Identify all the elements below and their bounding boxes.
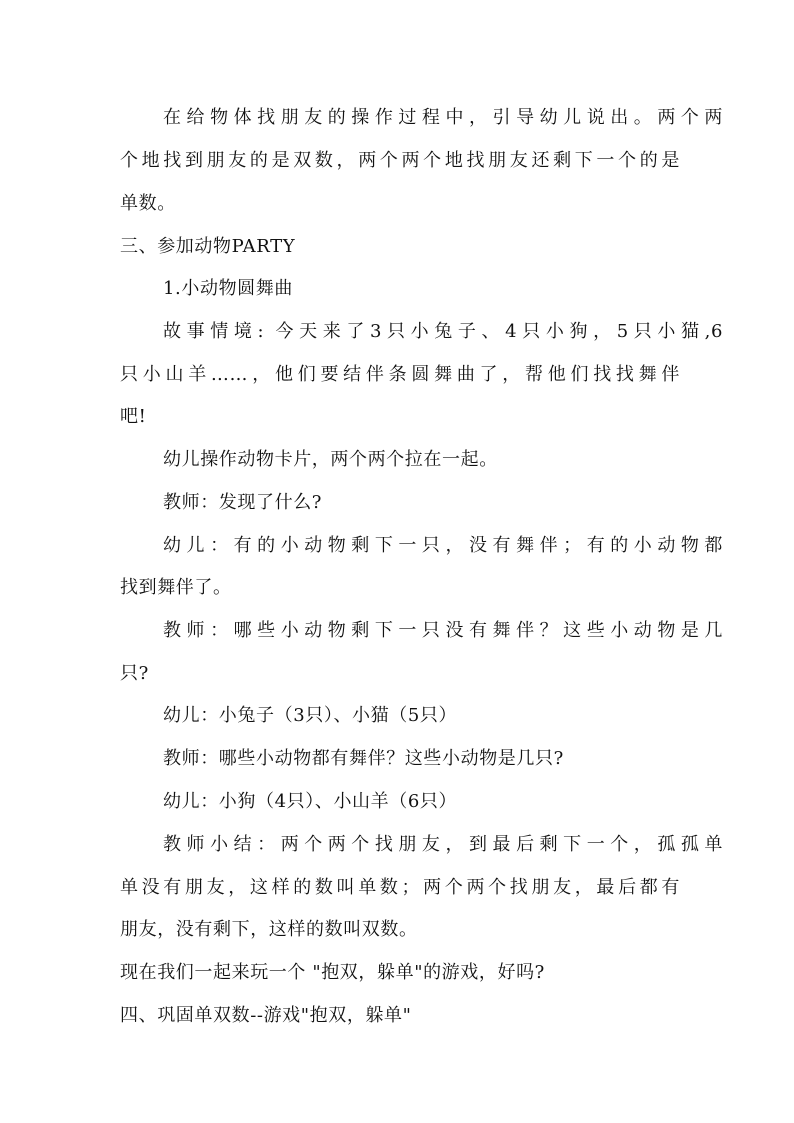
paragraph-line: 只小山羊……，他们要结伴条圆舞曲了，帮他们找找舞伴 — [120, 364, 680, 385]
paragraph-line: 幼儿操作动物卡片，两个两个拉在一起。 — [163, 449, 498, 470]
paragraph-line: 个地找到朋友的是双数，两个两个地找朋友还剩下一个的是 — [120, 150, 680, 171]
subsection-heading: 1.小动物圆舞曲 — [163, 278, 293, 299]
dialogue-line: 找到舞伴了。 — [120, 577, 232, 598]
paragraph-line: 在给物体找朋友的操作过程中，引导幼儿说出。两个两 — [163, 107, 723, 128]
paragraph-line: 故事情境: 今天来了3只小兔子、4只小狗，5只小猫,6 — [163, 321, 723, 342]
dialogue-line: 幼儿：有的小动物剩下一只，没有舞伴；有的小动物都 — [163, 535, 723, 556]
dialogue-line: 只? — [120, 663, 149, 684]
section-heading: 四、巩固单双数--游戏"抱双，躲单" — [120, 1005, 412, 1026]
paragraph-line: 现在我们一起来玩一个 "抱双，躲单"的游戏，好吗? — [120, 962, 545, 983]
dialogue-line: 教师：发现了什么? — [163, 492, 323, 513]
paragraph-line: 吧! — [120, 406, 147, 427]
section-heading: 三、参加动物PARTY — [120, 236, 296, 257]
summary-line: 朋友，没有剩下，这样的数叫双数。 — [120, 919, 418, 940]
dialogue-line: 教师：哪些小动物剩下一只没有舞伴？这些小动物是几 — [163, 620, 723, 641]
dialogue-line: 幼儿：小狗（4只）、小山羊（6只） — [163, 791, 458, 812]
summary-line: 教师小结：两个两个找朋友，到最后剩下一个，孤孤单 — [163, 834, 723, 855]
summary-line: 单没有朋友，这样的数叫单数；两个两个找朋友，最后都有 — [120, 877, 680, 898]
dialogue-line: 教师：哪些小动物都有舞伴？这些小动物是几只? — [163, 748, 564, 769]
paragraph-line: 单数。 — [120, 193, 176, 214]
dialogue-line: 幼儿：小兔子（3只）、小猫（5只） — [163, 705, 458, 726]
